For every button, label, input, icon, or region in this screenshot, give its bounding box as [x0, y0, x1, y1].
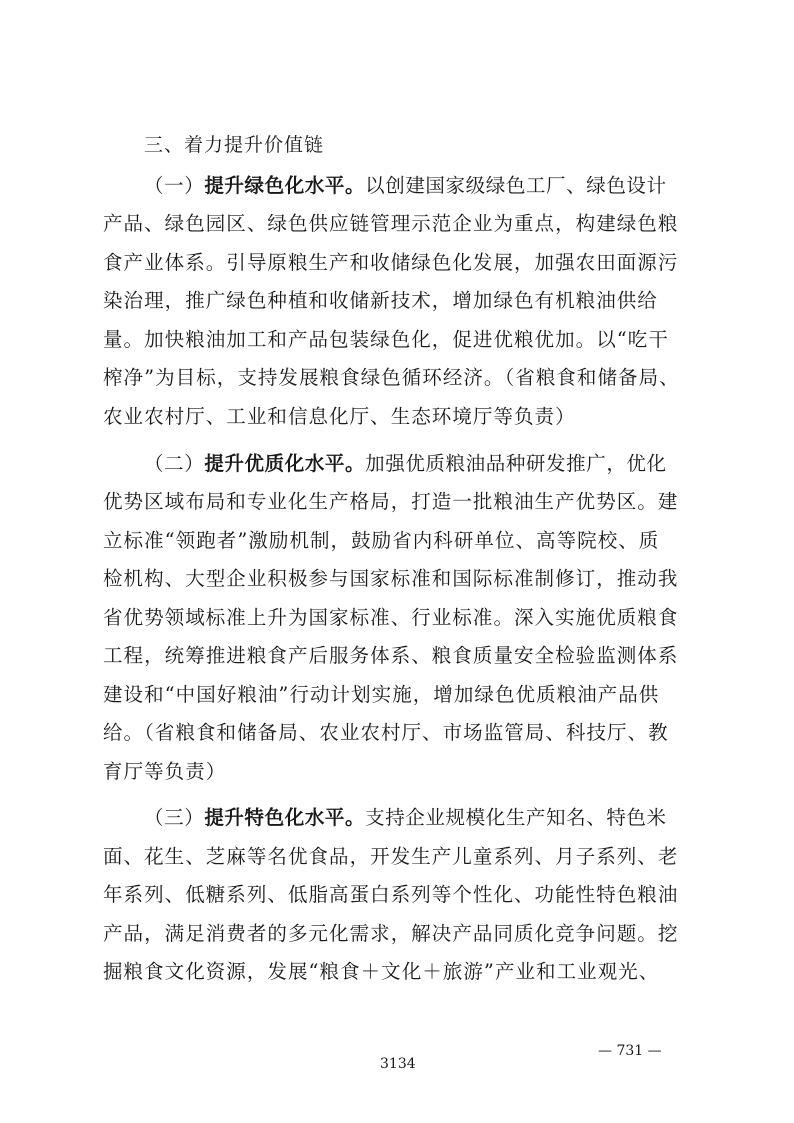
line-text: 支持企业规模化生产知名、特色米: [365, 806, 667, 829]
text-line: [103, 282, 703, 320]
text-line: [103, 560, 703, 598]
line-text: 面、花生、芝麻等名优食品，开发生产儿童系列、月子系列、老: [103, 845, 679, 868]
section-heading: 三、着力提升价值链: [144, 134, 325, 156]
clause-title: 提升特色化水平。: [204, 806, 366, 829]
clause-number: （一）: [144, 174, 205, 197]
text-line: [103, 359, 703, 397]
line-text: 产品，满足消费者的多元化需求，解决产品同质化竞争问题。挖: [103, 922, 679, 945]
text-line: [144, 167, 744, 205]
line-text: 给。（省粮食和储备局、农业农村厅、市场监管局、科技厅、教: [103, 721, 669, 744]
text-line: [103, 876, 703, 914]
text-line: [103, 753, 703, 791]
text-line: [103, 321, 703, 359]
line-text: 掘粮食文化资源，发展“粮食＋文化＋旅游”产业和工业观光、: [103, 960, 660, 983]
text-line: [103, 915, 703, 953]
line-text: 榨净”为目标，支持发展粮食绿色循环经济。（省粮食和储备局、: [103, 366, 680, 389]
line-text: 年系列、低糖系列、低脂高蛋白系列等个性化、功能性特色粮油: [103, 883, 679, 906]
text-line: [144, 799, 744, 837]
text-line: [103, 953, 703, 991]
line-text: 工程，统筹推进粮食产后服务体系、粮食质量安全检验监测体系: [103, 644, 679, 667]
text-line: [103, 244, 703, 282]
line-text: 立标准“领跑者”激励机制，鼓励省内科研单位、高等院校、质: [103, 529, 660, 552]
text-line: [103, 398, 703, 436]
line-text: 优势区域布局和专业化生产格局，打造一批粮油生产优势区。建: [103, 490, 679, 513]
clause-title: 提升优质化水平。: [204, 452, 366, 475]
text-line: [103, 637, 703, 675]
line-text: 染治理，推广绿色种植和收储新技术，增加绿色有机粮油供给: [103, 289, 658, 312]
line-text: 加强优质粮油品种研发推广，优化: [365, 452, 667, 475]
line-text: 食产业体系。引导原粮生产和收储绿色化发展，加强农田面源污: [103, 251, 679, 274]
page-number: — 731 —: [598, 1043, 662, 1059]
text-line: [103, 599, 703, 637]
text-line: [103, 714, 703, 752]
line-text: 农业农村厅、工业和信息化厅、生态环境厅等负责）: [103, 405, 576, 428]
clause-number: （二）: [144, 452, 205, 475]
clause-number: （三）: [144, 806, 205, 829]
line-text: 建设和“中国好粮油”行动计划实施，增加绿色优质粮油产品供: [103, 683, 660, 706]
document-number: 3134: [380, 1056, 416, 1072]
line-text: 育厅等负责）: [103, 760, 227, 783]
text-line: [103, 522, 703, 560]
line-text: 以创建国家级绿色工厂、绿色设计: [365, 174, 667, 197]
text-line: [103, 838, 703, 876]
text-line: [103, 205, 703, 243]
text-line: [103, 676, 703, 714]
clause-title: 提升绿色化水平。: [204, 174, 366, 197]
text-line: [144, 445, 744, 483]
line-text: 省优势领域标准上升为国家标准、行业标准。深入实施优质粮食: [103, 606, 679, 629]
line-text: 量。加快粮油加工和产品包装绿色化，促进优粮优加。以“吃干: [103, 328, 669, 351]
line-text: 产品、绿色园区、绿色供应链管理示范企业为重点，构建绿色粮: [103, 212, 679, 235]
text-line: [103, 483, 703, 521]
line-text: 检机构、大型企业积极参与国家标准和国际标准制修订，推动我: [103, 567, 679, 590]
